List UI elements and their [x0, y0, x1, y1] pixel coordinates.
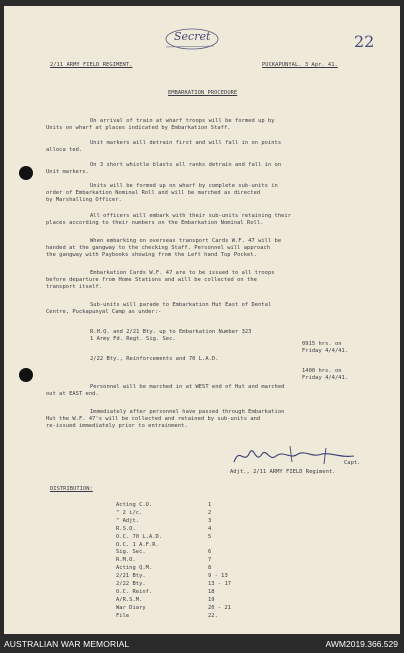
- paragraph: [46, 162, 366, 176]
- distribution-copy-number: 2: [208, 509, 212, 516]
- paragraph-line: Unit markers.: [46, 169, 89, 175]
- punch-hole-top: [19, 166, 33, 180]
- archive-name: AUSTRALIAN WAR MEMORIAL: [4, 639, 130, 649]
- parade-units: 2/22 Bty., Reinforcements and 70 L.A.D.: [90, 356, 219, 362]
- distribution-copy-number: 18: [208, 588, 215, 595]
- distribution-copy-number: 8: [208, 565, 212, 572]
- distribution-recipient: A/R.S.M.: [116, 596, 143, 603]
- paragraph-line: order of Embarkation Nominal Roll and will be marched as directed: [46, 190, 261, 196]
- secret-annotation: [164, 26, 220, 52]
- parade-time: 0915 hrs. on: [302, 341, 342, 347]
- parade-units: 1 Army Fd. Regt. Sig. Sec.: [90, 336, 176, 342]
- paragraph: [46, 118, 366, 132]
- paragraph-line: alloca ted.: [46, 147, 83, 153]
- secret-note: Secret: [174, 30, 211, 43]
- distribution-recipient: Acting Q.M.: [116, 565, 153, 572]
- paragraph: [46, 302, 366, 316]
- distribution-copy-number: 1: [208, 502, 212, 508]
- document-page: [4, 6, 400, 634]
- paragraph-line: On 3 short whistle blasts all ranks detrain and fall in on: [90, 162, 282, 168]
- distribution-recipient: Acting C.O.: [116, 502, 153, 508]
- paragraph-line: When embarking on overseas transport Cards W.F. 47 will be: [90, 238, 282, 244]
- parade-time: Friday 4/4/41.: [302, 348, 349, 354]
- distribution-copy-number: 7: [208, 557, 212, 564]
- paragraph-line: Units will be formed up on wharf by complete sub-units in: [90, 183, 278, 189]
- distribution-recipient: R.M.O.: [116, 557, 136, 564]
- archive-footer: [0, 634, 404, 653]
- parade-units: R.H.Q. and 2/21 Bty. up to Embarkation Number 323: [90, 329, 252, 335]
- distribution-recipient: File: [116, 612, 130, 619]
- paragraph-line: Sub-units will parade to Embarkation Hut East of Dental: [90, 302, 272, 308]
- distribution-copy-number: 4: [208, 525, 212, 532]
- paragraph-line: Unit markers will detrain first and will fall in on points: [90, 140, 282, 146]
- place-date: PUCKAPUNYAL. 3 Apr. 41.: [262, 62, 338, 68]
- paragraph-line: On arrival of train at wharf troops will be formed up by: [90, 118, 275, 124]
- paragraph: [46, 238, 366, 259]
- distribution-recipient: War Diary: [116, 604, 146, 611]
- archive-reference: AWM2019.366.529: [325, 639, 398, 649]
- page-number: 22: [354, 32, 375, 51]
- paragraph-line: the gangway with Paybooks showing from the Left hand Top Pocket.: [46, 252, 257, 258]
- paragraph-line: All officers will embark with their sub-units retaining their: [90, 213, 292, 219]
- distribution-recipient: Sig. Sec.: [116, 549, 146, 556]
- paragraph: [46, 213, 366, 227]
- paragraph-line: before departure from Home Stations and will be collected on the: [46, 277, 257, 283]
- parade-time: 1400 hrs. on: [302, 368, 342, 374]
- paragraph: [46, 270, 366, 291]
- distribution-copy-number: 19: [208, 596, 215, 603]
- distribution-copy-number: 5: [208, 533, 212, 540]
- distribution-copy-number: 9 - 13: [208, 573, 228, 580]
- punch-hole-bottom: [19, 368, 33, 382]
- signoff-rank: Capt.: [344, 460, 361, 466]
- paragraph-line: Hut the W.F. 47's will be collected and retained by sub-units and: [46, 416, 261, 422]
- distribution-copy-number: 20 - 21: [208, 604, 232, 611]
- signature-scrawl: [230, 444, 360, 468]
- paragraph: [46, 384, 366, 398]
- paragraph-line: Immediately after personnel have passed through Embarkation: [90, 409, 285, 415]
- paragraph-line: Embarkation Cards W.F. 47 are to be issued to all troops: [90, 270, 275, 276]
- distribution-recipient: " Adjt.: [116, 517, 140, 524]
- paragraph: [46, 183, 366, 204]
- distribution-copy-number: 6: [208, 549, 212, 556]
- paragraph-line: out at EAST end.: [46, 391, 99, 397]
- paragraph-line: handed at the gangway to the checking Staff. Personnel will approach: [46, 245, 271, 251]
- distribution-recipient: O.C. 70 L.A.D.: [116, 533, 163, 540]
- distribution-recipient: R.S.O.: [116, 525, 136, 532]
- paragraph-line: Centre, Puckapunyal Camp as under:-: [46, 309, 162, 315]
- paragraph: [46, 409, 366, 430]
- paragraph-line: transport itself.: [46, 284, 103, 290]
- document-title: EMBARKATION PROCEDURE: [168, 90, 238, 96]
- signature: [230, 444, 360, 468]
- distribution-recipient: O.C. Reinf.: [116, 588, 153, 595]
- distribution-copy-number: 22.: [208, 612, 218, 619]
- signoff-title: Adjt., 2/11 ARMY FIELD Regiment.: [230, 469, 336, 475]
- paragraph-line: by Marshalling Officer.: [46, 197, 122, 203]
- paragraph-line: places according to their numbers on the Embarkation Nominal Roll.: [46, 220, 264, 226]
- distribution-recipient: 2/22 Bty.: [116, 581, 146, 587]
- distribution-copy-number: 13 - 17: [208, 581, 232, 587]
- paragraph: [46, 140, 366, 154]
- distribution-recipient: O.C. 1 A.F.R.: [116, 541, 159, 548]
- distribution-recipient: " 2 i/c.: [116, 509, 143, 516]
- unit-heading: 2/11 ARMY FIELD REGIMENT.: [50, 62, 133, 68]
- distribution-copy-number: 3: [208, 517, 212, 524]
- parade-time: Friday 4/4/41.: [302, 375, 349, 381]
- paragraph-line: Personnel will be marched in at WEST end of Hut and marched: [90, 384, 285, 390]
- distribution-heading: DISTRIBUTION:: [50, 486, 93, 492]
- paragraph-line: Units on wharf at places indicated by Embarkation Staff.: [46, 125, 231, 131]
- distribution-recipient: 2/21 Bty.: [116, 573, 146, 580]
- paragraph-line: re-issued immediately prior to entrainment.: [46, 423, 188, 429]
